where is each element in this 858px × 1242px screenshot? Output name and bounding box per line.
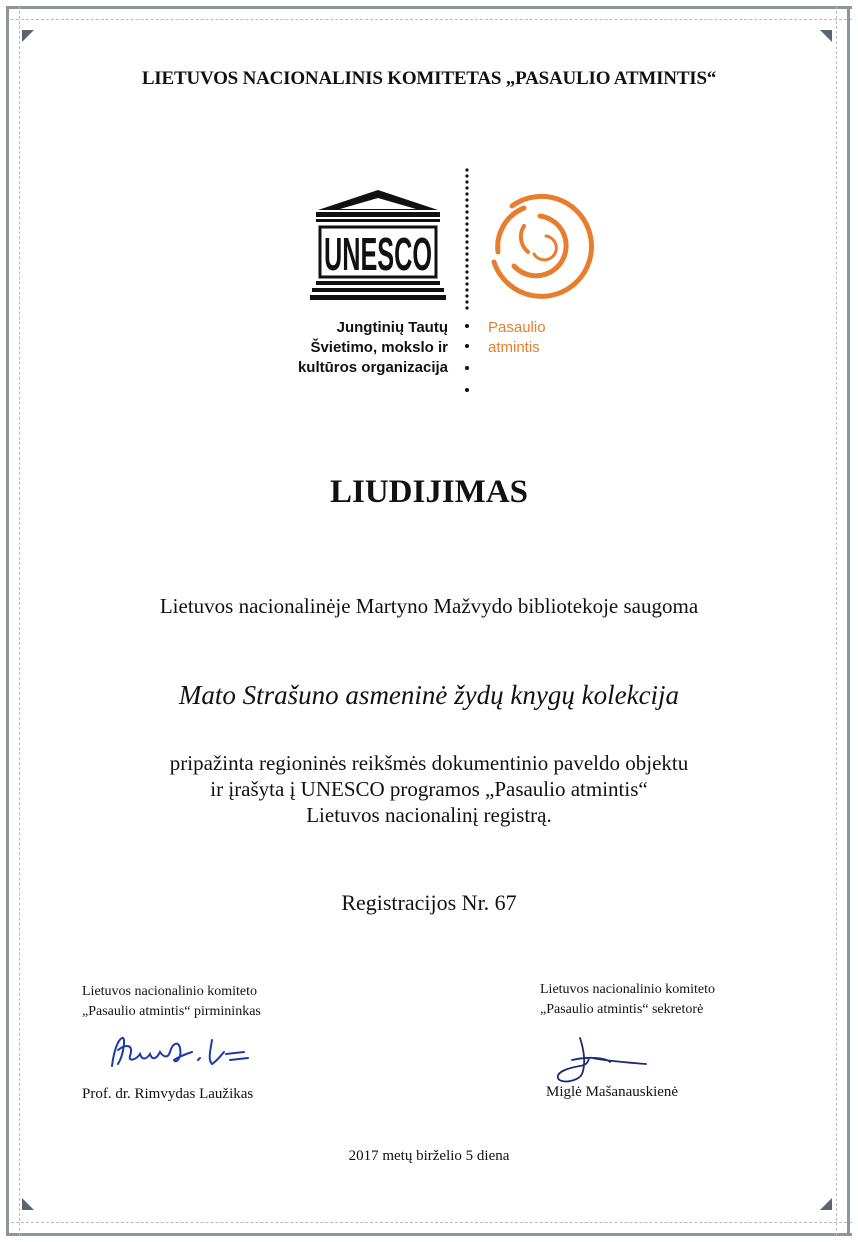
registration-number: Registracijos Nr. 67 (341, 890, 517, 915)
signature-left (108, 1030, 258, 1085)
frame-left-border (6, 6, 20, 1236)
frame-top-border (6, 6, 852, 20)
signatory-left-role (82, 982, 261, 1022)
signatory-left-role-line2: „Pasaulio atmintis“ pirmininkas (82, 1004, 261, 1019)
corner-mark-bottom-left (22, 1198, 34, 1210)
signatory-right-role-line2: „Pasaulio atmintis“ sekretorė (540, 1002, 704, 1017)
corner-mark-top-left (22, 30, 34, 42)
memory-of-world-caption-line1: Pasaulio (488, 319, 546, 336)
signatory-right-role-line1: Lietuvos nacionalinio komiteto (540, 982, 715, 997)
recognition-text (0, 750, 858, 828)
collection-name: Mato Strašuno asmeninė žydų knygų kolekcija (178, 680, 680, 710)
memory-of-world-logo (484, 192, 596, 309)
unesco-wordmark: UNESCO (324, 228, 432, 280)
recognition-line1: pripažinta regioninės reikšmės dokumentinio paveldo objektu (169, 751, 689, 775)
issue-date: 2017 metų birželio 5 diena (348, 1148, 510, 1164)
recognition-line3: Lietuvos nacionalinį registrą. (306, 803, 552, 827)
certificate-title: LIUDIJIMAS (329, 474, 529, 510)
unesco-caption-line2: Švietimo, mokslo ir (310, 339, 448, 356)
memory-of-world-caption (488, 318, 608, 358)
library-line: Lietuvos nacionalinėje Martyno Mažvydo bibliotekoje saugoma (159, 594, 699, 618)
committee-header: LIETUVOS NACIONALINIS KOMITETAS „PASAULIO ATMINTIS“ (141, 68, 717, 89)
recognition-line2: ir įrašyta į UNESCO programos „Pasaulio atmintis“ (210, 777, 648, 801)
unesco-caption (270, 318, 448, 378)
frame-right-border (836, 6, 850, 1236)
corner-mark-top-right (820, 30, 832, 42)
unesco-logo (310, 190, 446, 307)
logo-divider-dots (460, 166, 474, 403)
unesco-caption-line1: Jungtinių Tautų (336, 319, 448, 336)
frame-bottom-border (6, 1222, 852, 1236)
signature-right (550, 1036, 660, 1091)
signatory-left-role-line1: Lietuvos nacionalinio komiteto (82, 984, 257, 999)
signatory-left-name: Prof. dr. Rimvydas Laužikas (82, 1086, 254, 1102)
corner-mark-bottom-right (820, 1198, 832, 1210)
signatory-right-name: Miglė Mašanauskienė (546, 1084, 679, 1100)
signatory-right-role (540, 980, 715, 1020)
memory-of-world-caption-line2: atmintis (488, 339, 540, 356)
unesco-caption-line3: kultūros organizacija (297, 359, 448, 376)
